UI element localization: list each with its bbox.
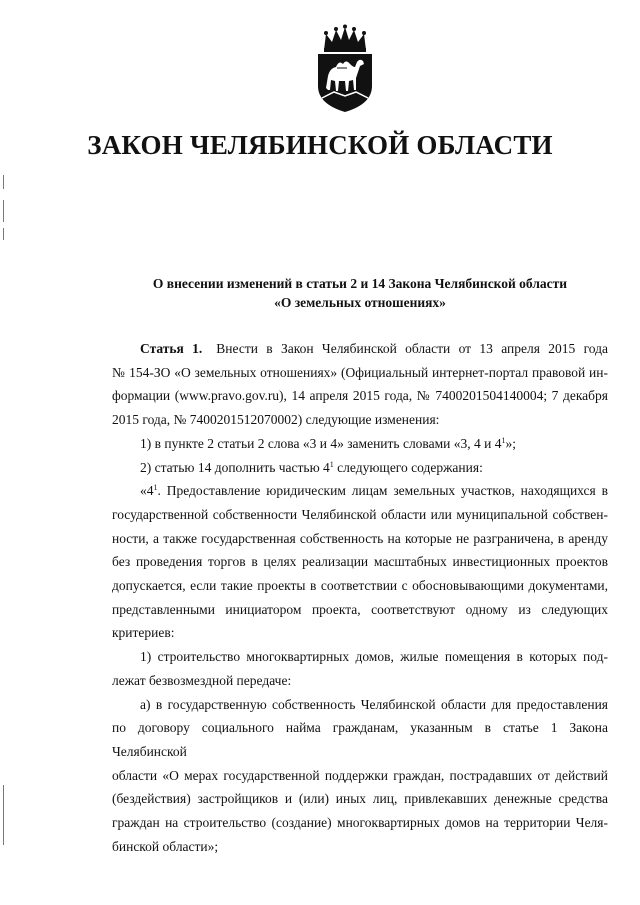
text-line: лежат безвозмездной передаче: bbox=[112, 672, 292, 688]
text-line: формации (www.pravo.gov.ru), 14 апреля 2015 года, № 7400201504140004; 7 декабря bbox=[112, 388, 608, 404]
text-line: граждан на строительство (создание) многоквартирных домов на территории Челя- bbox=[112, 815, 608, 831]
text-line: государственной собственности Челябинской области или муниципальной собствен- bbox=[112, 506, 608, 522]
article-body bbox=[112, 337, 608, 858]
text-line: № 154-ЗО «О земельных отношениях» (Официальный интернет-портал правовой ин- bbox=[112, 364, 608, 380]
text-line: (бездействия) застройщиков и (или) иных лиц, привлекавших денежные средства bbox=[112, 791, 608, 807]
text-line: области «О мерах государственной поддержки граждан, пострадавших от действий bbox=[112, 767, 608, 783]
text-line: допускается, если такие проекты в соответствии с обосновывающими документами, bbox=[112, 578, 608, 594]
criterion-1: 1) строительство многоквартирных домов, жилые помещения в которых под- bbox=[140, 649, 608, 665]
law-subtitle bbox=[120, 274, 600, 312]
text-line: бинской области»; bbox=[112, 838, 219, 854]
subitem-a: а) в государственную собственность Челябинской области для предоставления bbox=[140, 696, 608, 712]
text-line: представленными инициатором проекта, соответствуют одному из следующих bbox=[112, 601, 608, 617]
coat-of-arms-icon bbox=[312, 24, 378, 114]
text-line: без проведения торгов в целях реализации масштабных инвестиционных проектов bbox=[112, 554, 608, 570]
text-line: критериев: bbox=[112, 625, 175, 641]
subtitle-line-1: О внесении изменений в статьи 2 и 14 Закона Челябинской области bbox=[152, 276, 568, 291]
text-line: ности, а также государственная собственность на которые не разграничена, в аренду bbox=[112, 530, 608, 546]
text-line: 2015 года, № 7400201512070002) следующие изменения: bbox=[112, 412, 440, 428]
amendment-item-2: 2) статью 14 дополнить частью $4^1$ следующего содержания: bbox=[140, 459, 483, 475]
article-label: Статья 1. bbox=[140, 341, 203, 356]
article-paragraph-1: Статья 1. Внести в Закон Челябинской области от 13 апреля 2015 года bbox=[140, 341, 608, 356]
amendment-item-1: 1) в пункте 2 статьи 2 слова «3 и 4» заменить словами «3, 4 и $4^1$»; bbox=[140, 435, 517, 451]
part-4-1-first-line: «$4^1$. Предоставление юридическим лицам земельных участков, находящихся в bbox=[140, 483, 608, 499]
law-title: ЗАКОН ЧЕЛЯБИНСКОЙ ОБЛАСТИ bbox=[87, 130, 553, 160]
text-line: по договору социального найма гражданам, указанным в статье 1 Закона Челябинской bbox=[112, 720, 608, 759]
subtitle-line-2: «О земельных отношениях» bbox=[274, 295, 446, 310]
